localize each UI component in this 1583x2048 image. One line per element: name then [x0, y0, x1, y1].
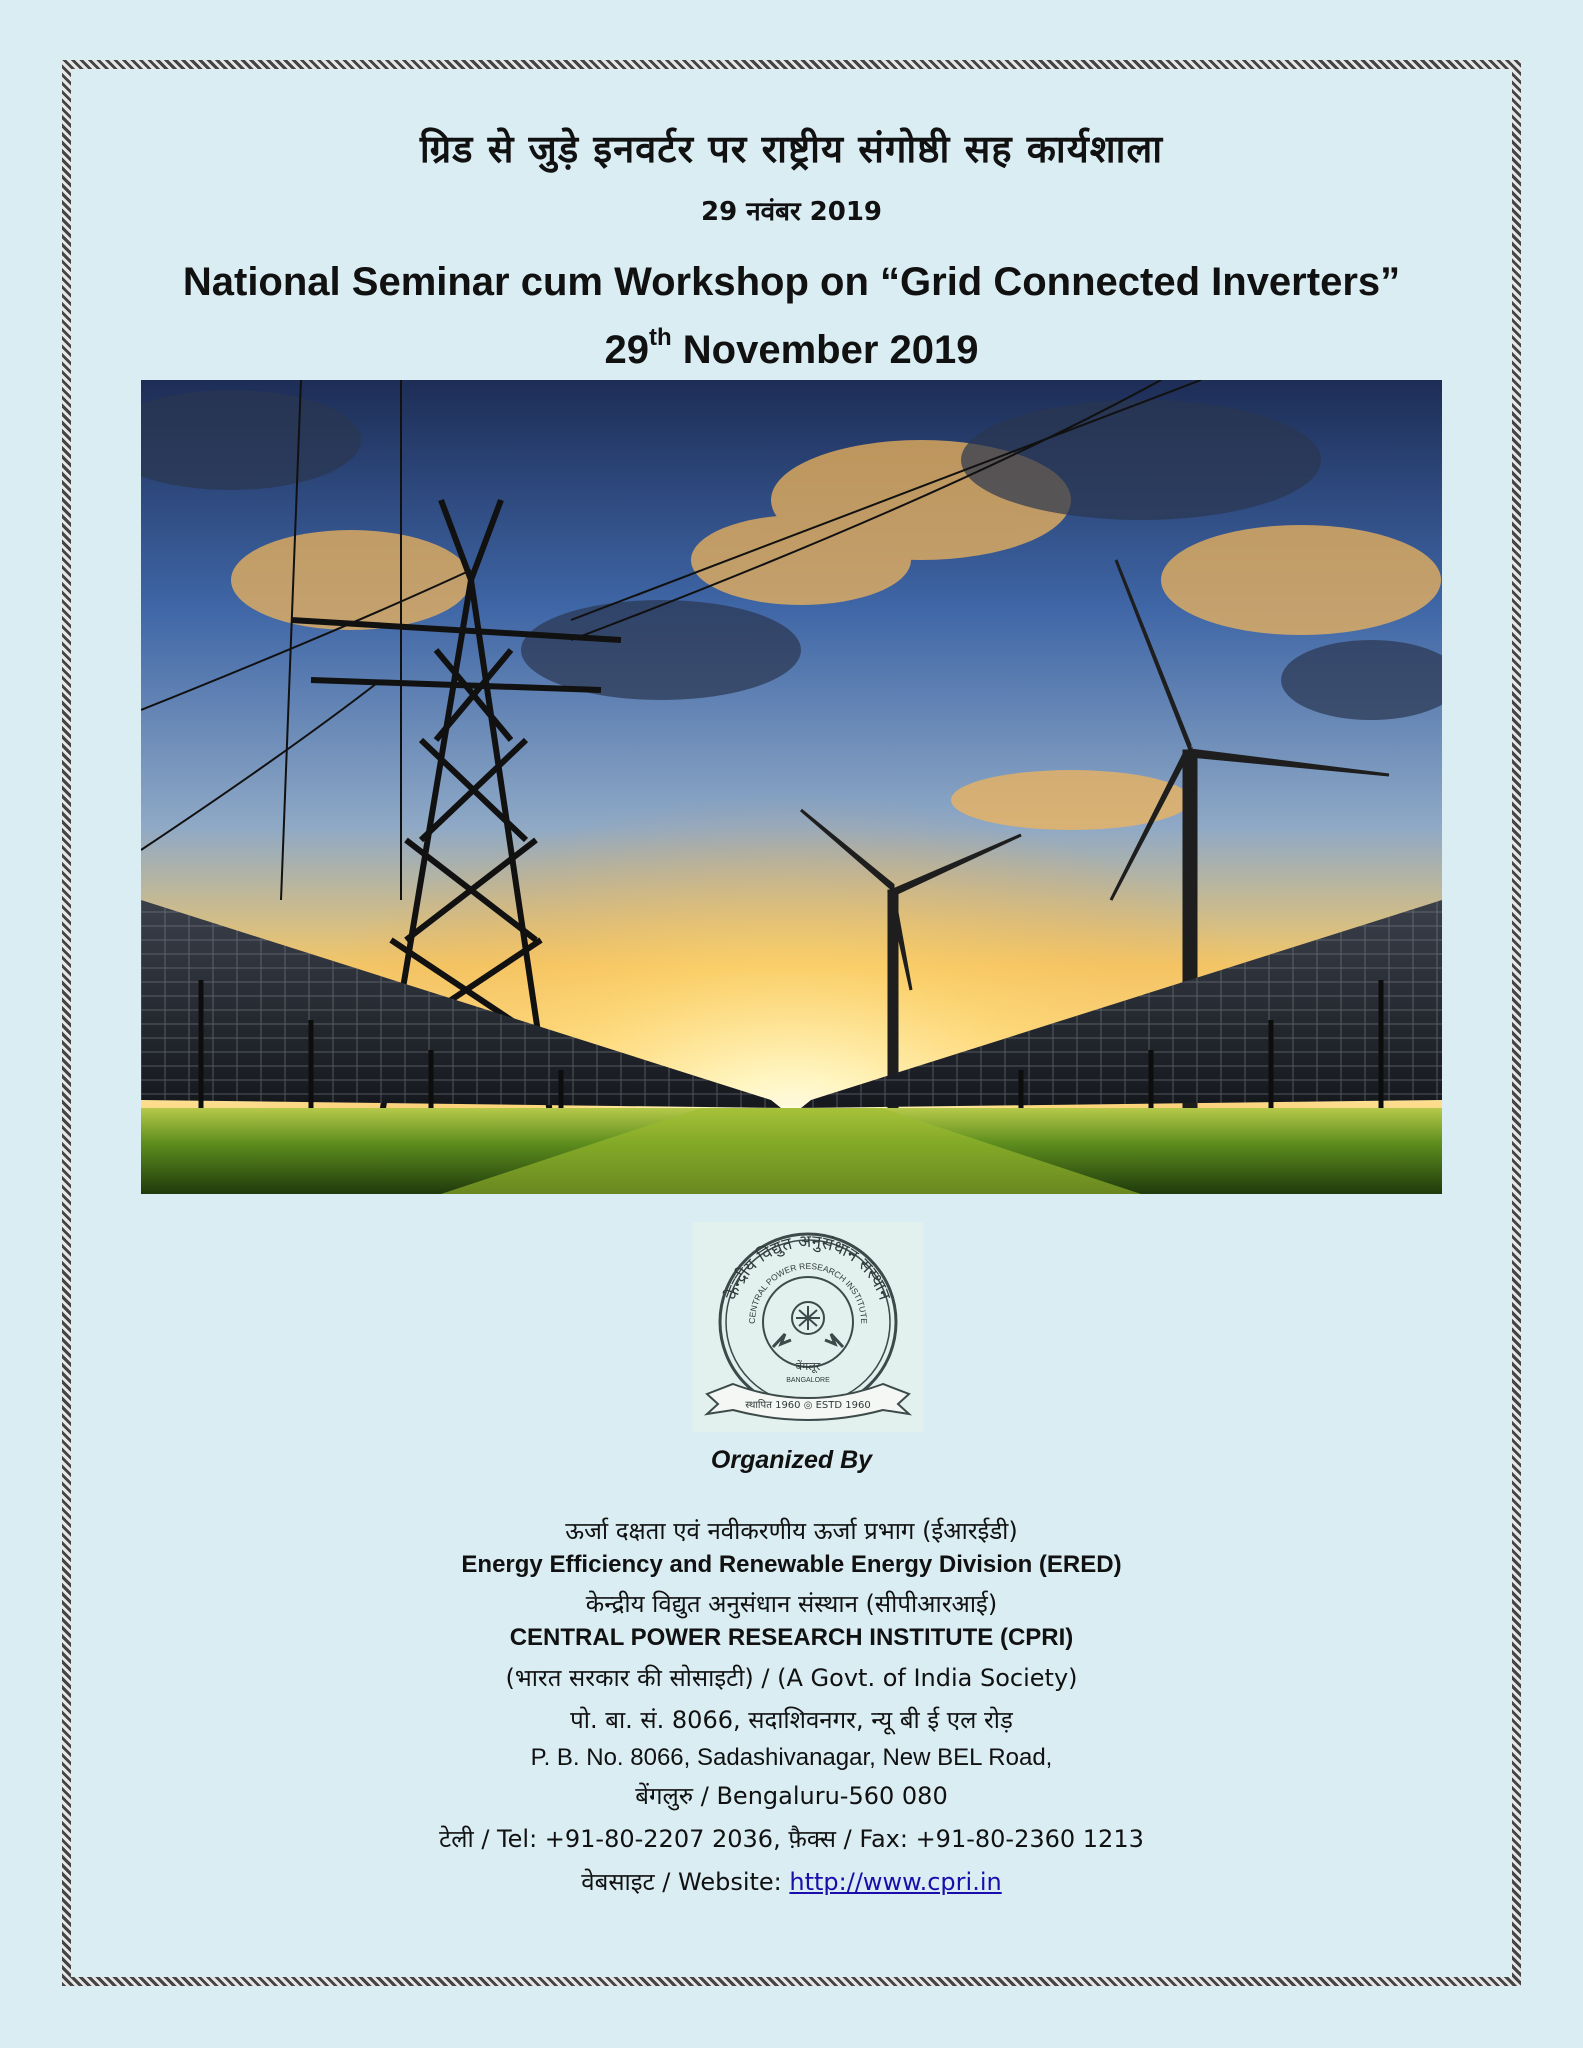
cpri-seal-logo	[693, 1222, 923, 1432]
website-label: वेबसाइट / Website:	[581, 1868, 790, 1896]
seal-city-english: BANGALORE	[786, 1377, 830, 1384]
website-link[interactable]: http://www.cpri.in	[789, 1868, 1002, 1896]
hero-image	[141, 380, 1442, 1194]
society-line: (भारत सरकार की सोसाइटी) / (A Govt. of India Society)	[505, 1664, 1078, 1692]
division-english: Energy Efficiency and Renewable Energy Division (ERED)	[461, 1551, 1122, 1578]
phone-fax-line: टेली / Tel: +91-80-2207 2036, फ़ैक्स / Fax: +91-80-2360 1213	[439, 1825, 1144, 1853]
address-hindi: पो. बा. सं. 8066, सदाशिवनगर, न्यू बी ई एल रोड़	[570, 1706, 1013, 1734]
title-hindi: ग्रिड से जुड़े इनवर्टर पर राष्ट्रीय संगोष्ठी सह कार्यशाला	[419, 127, 1164, 171]
date-hindi: 29 नवंबर 2019	[700, 197, 882, 227]
seal-english-arc: CENTRAL POWER RESEARCH INSTITUTE	[746, 1261, 870, 1324]
seal-hindi-arc: केन्द्रीय विद्युत अनुसंधान संस्थान	[721, 1231, 895, 1303]
division-hindi: ऊर्जा दक्षता एवं नवीकरणीय ऊर्जा प्रभाग (ईआरईडी)	[565, 1517, 1018, 1545]
institute-hindi: केन्द्रीय विद्युत अनुसंधान संस्थान (सीपीआरआई)	[585, 1590, 998, 1618]
address-english: P. B. No. 8066, Sadashivanagar, New BEL Road,	[530, 1744, 1053, 1771]
date-suffix: th	[649, 324, 672, 351]
organized-by-label: Organized By	[710, 1446, 873, 1474]
title-english: National Seminar cum Workshop on “Grid Connected Inverters”	[182, 260, 1401, 304]
date-english	[0, 324, 1583, 373]
date-rest: November 2019	[671, 328, 979, 372]
seal-established: स्थापित 1960 ◎ ESTD 1960	[745, 1400, 871, 1411]
date-day: 29	[604, 328, 649, 372]
institute-english: CENTRAL POWER RESEARCH INSTITUTE (CPRI)	[509, 1624, 1074, 1651]
city-line: बेंगलुरु / Bengaluru-560 080	[635, 1782, 948, 1810]
seal-city-hindi: बेंगलूर	[795, 1360, 821, 1373]
website-line	[0, 1865, 1583, 1898]
